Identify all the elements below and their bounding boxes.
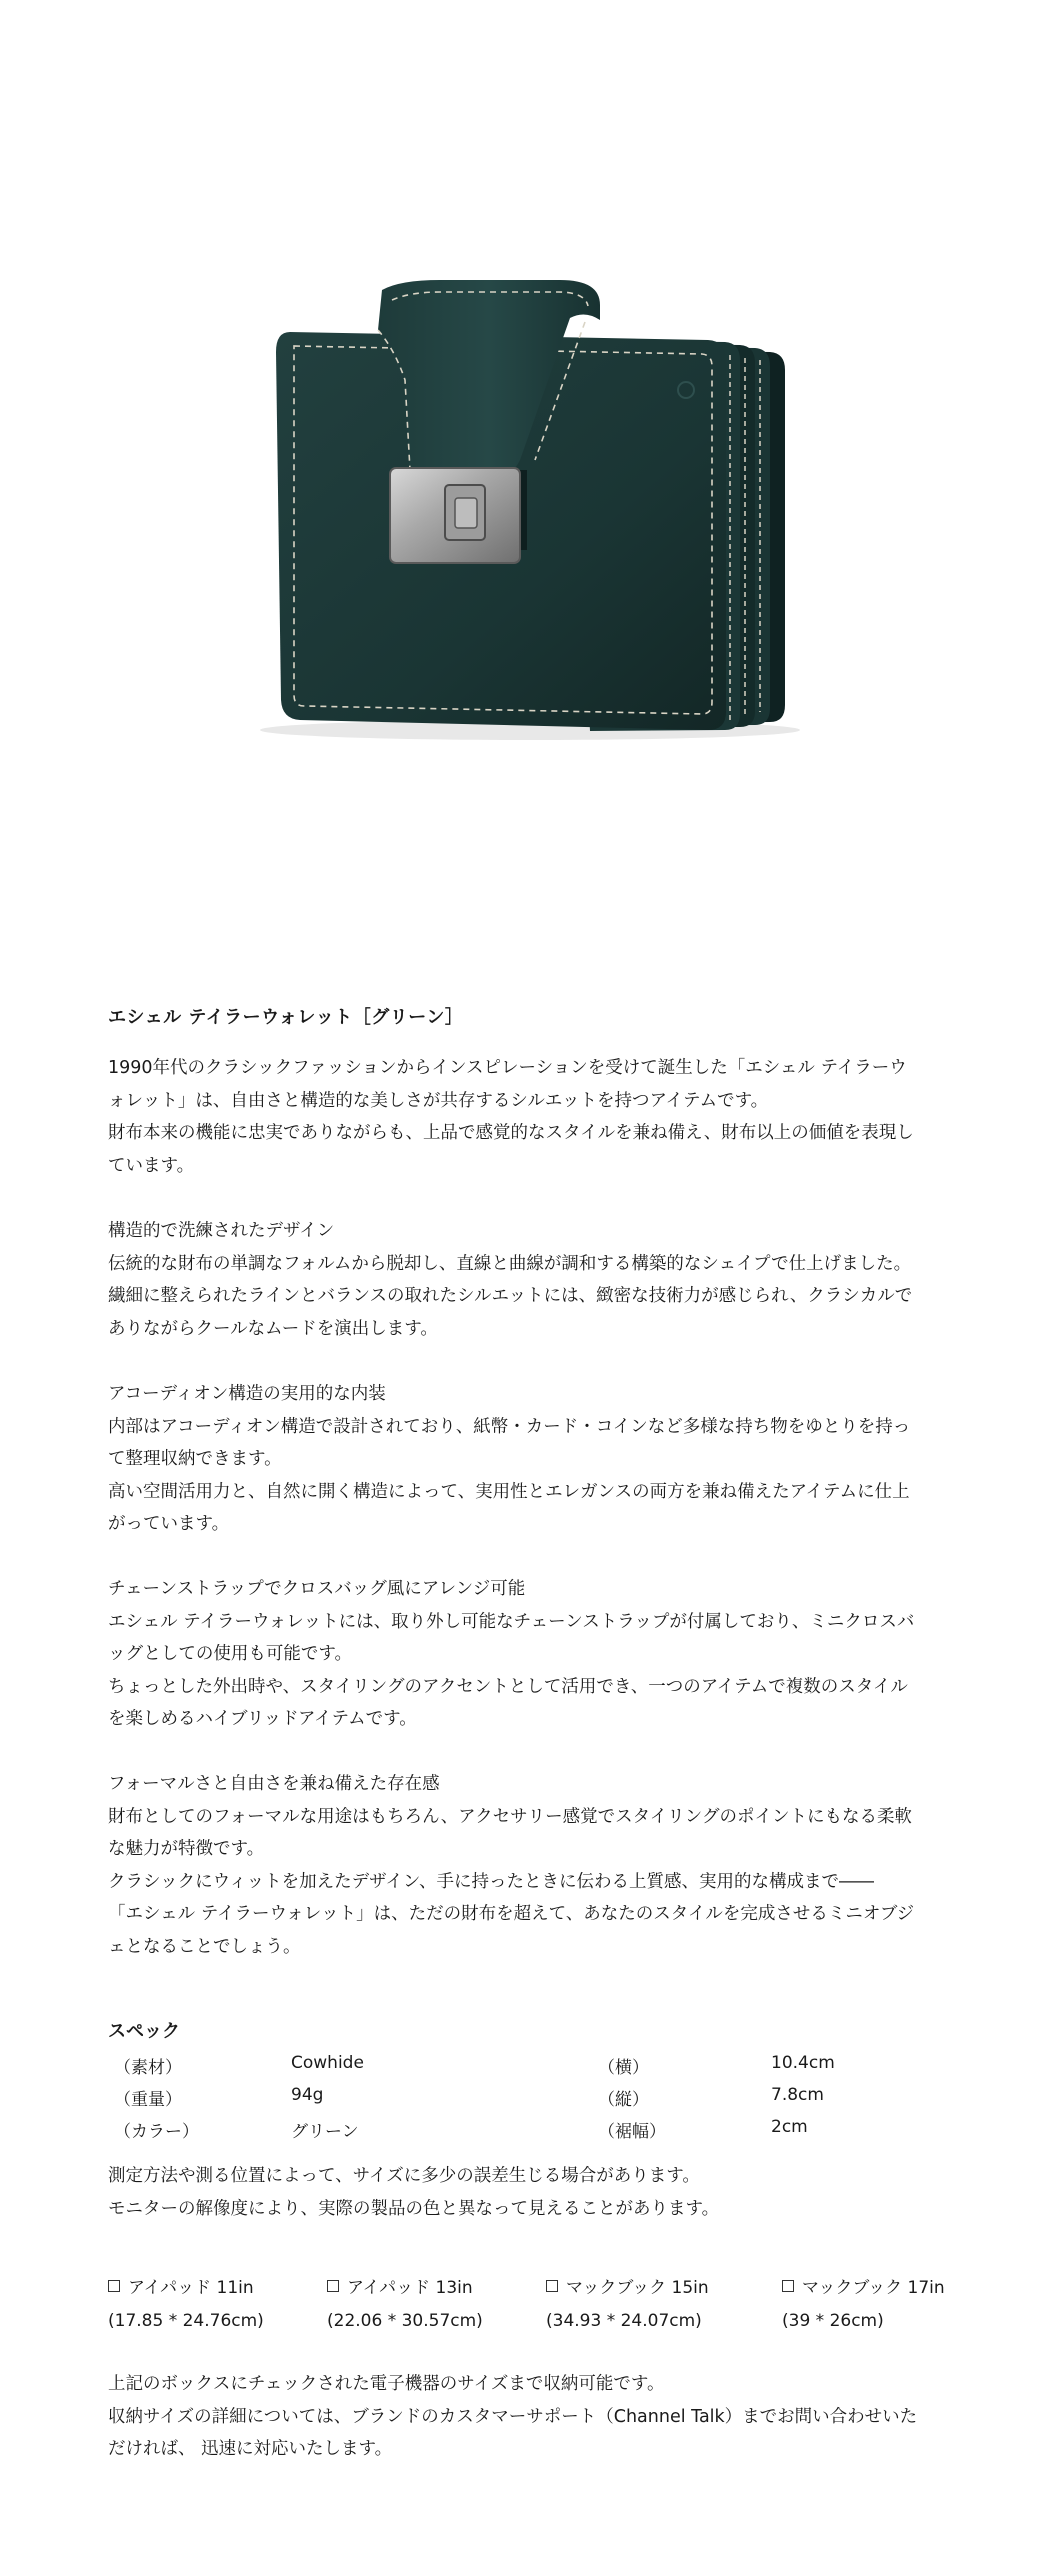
- section-chain-strap: [108, 1573, 948, 1736]
- section-accordion-interior: [108, 1378, 948, 1541]
- device-name: アイパッド 11in: [128, 2278, 254, 2298]
- device-option-ipad-11: [108, 2272, 264, 2337]
- text-line: 「エシェル テイラーウォレット」は、ただの財布を超えて、あなたのスタイルを完成させるミニオブジ: [108, 1904, 915, 1924]
- device-size: (39 * 26cm): [782, 2310, 884, 2331]
- device-size: (22.06 * 30.57cm): [327, 2310, 483, 2331]
- section-structural-design: [108, 1215, 948, 1345]
- text-line: て整理収納できます。: [108, 1449, 282, 1469]
- section-heading: 構造的で洗練されたデザイン: [108, 1221, 335, 1241]
- spec-row: [108, 2117, 948, 2149]
- spec-label: （縦）: [598, 2090, 649, 2110]
- device-size: (17.85 * 24.76cm): [108, 2310, 264, 2331]
- text-line: な魅力が特徴です。: [108, 1839, 265, 1859]
- text-line: エシェル テイラーウォレットには、取り外し可能なチェーンストラップが付属しており、ミニクロスバ: [108, 1611, 915, 1632]
- product-title: エシェル テイラーウォレット［グリーン］: [108, 1007, 464, 1028]
- intro-paragraph: [108, 1052, 948, 1182]
- section-heading: チェーンストラップでクロスバッグ風にアレンジ可能: [108, 1579, 526, 1599]
- text-line: ちょっとした外出時や、スタイリングのアクセントとして活用でき、一つのアイテムで複数のスタイル: [108, 1676, 908, 1697]
- spec-value: グリーン: [291, 2122, 359, 2142]
- device-name: アイパッド 13in: [347, 2278, 473, 2298]
- device-option-ipad-13: [327, 2272, 483, 2337]
- text-line: 上記のボックスにチェックされた電子機器のサイズまで収納可能です。: [108, 2374, 665, 2394]
- spec-label: （重量）: [114, 2090, 182, 2110]
- checkbox-icon: [546, 2280, 558, 2292]
- text-line: を楽しめるハイブリッドアイテムです。: [108, 1709, 417, 1729]
- spec-row: [108, 2085, 948, 2117]
- spec-value: 94g: [291, 2085, 324, 2105]
- checkbox-icon: [782, 2280, 794, 2292]
- spec-row: [108, 2053, 948, 2085]
- spec-label: （裾幅）: [598, 2122, 666, 2142]
- text-line: ありながらクールなムードを演出します。: [108, 1318, 438, 1339]
- spec-value: 10.4cm: [771, 2053, 835, 2073]
- spec-label: （カラー）: [114, 2122, 199, 2142]
- specs-heading: スペック: [108, 2021, 180, 2042]
- section-formal-presence: [108, 1768, 948, 1963]
- wallet-illustration: [0, 0, 1052, 980]
- device-name: マックブック 15in: [566, 2278, 709, 2298]
- checkbox-icon: [108, 2280, 120, 2292]
- device-option-macbook-17: [782, 2272, 945, 2337]
- spec-label: （横）: [598, 2058, 649, 2078]
- text-line: 高い空間活用力と、自然に開く構造によって、実用性とエレガンスの両方を兼ね備えたアイテムに仕上: [108, 1481, 910, 1502]
- spec-value: Cowhide: [291, 2053, 364, 2073]
- text-line: 財布本来の機能に忠実でありながらも、上品で感覚的なスタイルを兼ね備え、財布以上の価値を表現し: [108, 1123, 914, 1143]
- spec-value: 2cm: [771, 2117, 808, 2137]
- product-photo: [0, 0, 1052, 980]
- text-line: クラシックにウィットを加えたデザイン、手に持ったときに伝わる上質感、実用的な構成まで――: [108, 1871, 874, 1892]
- text-line: 伝統的な財布の単調なフォルムから脱却し、直線と曲線が調和する構築的なシェイプで仕上げました。: [108, 1253, 912, 1274]
- device-option-macbook-15: [546, 2272, 709, 2337]
- section-heading: アコーディオン構造の実用的な内装: [108, 1384, 386, 1404]
- checkbox-icon: [327, 2280, 339, 2292]
- text-line: だければ、 迅速に対応いたします。: [108, 2439, 393, 2459]
- text-line: ォレット」は、自由さと構造的な美しさが共存するシルエットを持つアイテムです。: [108, 1090, 769, 1111]
- text-line: モニターの解像度により、実際の製品の色と異なって見えることがあります。: [108, 2198, 720, 2219]
- measurement-notes: [108, 2160, 948, 2225]
- text-line: ッグとしての使用も可能です。: [108, 1644, 352, 1664]
- text-line: ています。: [108, 1155, 195, 1176]
- text-line: 収納サイズの詳細については、ブランドのカスタマーサポート（Channel Talk）までお問い合わせいた: [108, 2406, 918, 2427]
- text-line: 繊細に整えられたラインとバランスの取れたシルエットには、緻密な技術力が感じられ、クラシカルで: [108, 1286, 913, 1306]
- text-line: がっています。: [108, 1514, 230, 1534]
- spec-value: 7.8cm: [771, 2085, 824, 2105]
- spec-label: （素材）: [114, 2058, 182, 2078]
- text-line: 財布としてのフォーマルな用途はもちろん、アクセサリー感覚でスタイリングのポイントにもなる柔軟: [108, 1806, 912, 1827]
- section-heading: フォーマルさと自由さを兼ね備えた存在感: [108, 1774, 440, 1794]
- text-line: ェとなることでしょう。: [108, 1936, 301, 1957]
- storage-footer-note: [108, 2368, 948, 2466]
- text-line: 測定方法や測る位置によって、サイズに多少の誤差生じる場合があります。: [108, 2166, 700, 2186]
- text-line: 内部はアコーディオン構造で設計されており、紙幣・カード・コインなど多様な持ち物をゆとりを持っ: [108, 1416, 911, 1437]
- device-size: (34.93 * 24.07cm): [546, 2310, 702, 2331]
- device-name: マックブック 17in: [802, 2278, 945, 2298]
- text-line: 1990年代のクラシックファッションからインスピレーションを受けて誕生した「エシェル テイラーウ: [108, 1058, 907, 1078]
